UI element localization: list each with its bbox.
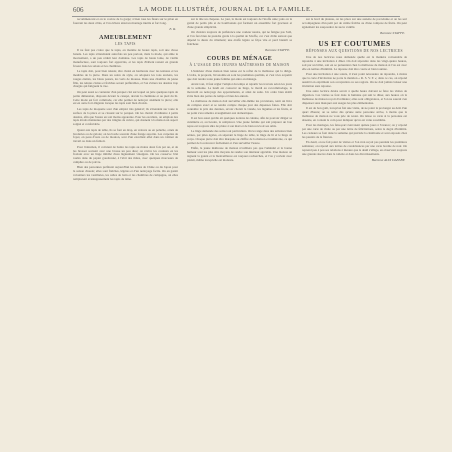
signature: Baronne ALIX DANSBY. xyxy=(371,157,405,162)
section-subheading: RÉPONSES AUX QUESTIONS DE NOS LECTRICES xyxy=(306,49,403,54)
paragraph: Il est de bon goût, lorsqu'on fait une visite, de ne point la prolonger au delà d'un quart d'heure; on se retire dès qu'une autre personne arrive, à moins que la maîtresse de maison ne vous prie de rester. On laisse sa carte si la personne est absente, en cornant le coin pour indiquer qu'on est venu soi-même. xyxy=(302,106,407,122)
paragraph: Bien des personnes préfèrent aujourd'hui les nattes de Chine ou du Japon pour la saison chaude; elles sont fraîches, légères et d'un nettoyage facile. On en garnit volontiers les vestibules, les salles de bain et les chambres de campagne, où elles remplacent avantageusement les tapis de laine. xyxy=(73,165,178,181)
paragraph: Quant aux tapis de table, ils se font en drap, en velours ou en peluche, ornés de broderies ou de galons; on les borde souvent d'une frange assortie. Les carpettes de foyer, en peau d'ours ou de mouton, sont d'un excellent effet dans un cabinet de travail ou dans un fumoir. xyxy=(73,127,178,144)
running-title: LA MODE ILLUSTRÉE, JOURNAL DE LA FAMILLE. xyxy=(139,6,313,13)
column-middle xyxy=(187,18,292,164)
paragraph: Enfin, la jeune maîtresse de maison n'oubliera pas que l'aménité et la bonne humeur sont les plus sûrs moyens de rendre son intérieur agréable. Une maison où règnent la gaieté et la bienveillance est toujours recherchée, et l'on y revient avec plaisir, même lorsqu'elle est modeste. xyxy=(187,146,292,162)
signature: E. R. xyxy=(169,27,176,32)
paragraph: Une autre lectrice désire savoir à quelle heure doivent se faire les visites de digestion. Ces visites se font dans la huitaine qui suit le dîner, aux heures où la maîtresse de maison reçoit d'ordinaire; elles sont obligatoires, et l'on ne saurait s'en dispenser sans manquer aux usages les plus élémentaires. xyxy=(302,89,407,105)
paragraph: sur le bord du plateau, on les place sur une assiette de porcelaine et on les sert accompagnées d'un petit pot de crème fraîche ou d'une compote de fruits. On peut également les saupoudrer de sucre vanillé. xyxy=(302,17,407,29)
paragraph: Avant tout, il faut régler l'emploi du temps et répartir les travaux selon les jours de la semaine. Le lundi est consacré au linge, le mardi au raccommodage, le mercredi au nettoyage des appartements, et ainsi de suite. Un ordre bien établi évite bien des pertes de temps et bien des ennuis. xyxy=(187,82,292,98)
paragraph: La maîtresse de maison doit surveiller elle-même les provisions, tenir un livre de comptes exact et se rendre compte chaque jour des dépenses faites. Elle doit connaître le prix des denrées, savoir choisir la viande, les légumes et les fruits, et ne point s'en remettre aveuglément aux domestiques. xyxy=(187,99,292,115)
paragraph: Il ne faut pas croire que le tapis, en matière de beaux tapis, soit une chose banale. Les tapis s'étendaient autrefois un peu partout, mais la mode, qui aime le mouvement, a un peu réduit leur domaine. Les tapis de haute laine, de vieille manufacture, sont toujours fort appréciés, et les tapis d'Orient restent en grande faveur dans les salons et les chambres. xyxy=(73,48,178,68)
section-heading-ameublement: AMEUBLEMENT xyxy=(99,35,152,42)
paragraph: Une de nos lectrices nous demande quelle est la manière convenable de répondre à une invitation à dîner. On doit répondre dans les vingt-quatre heures, soit par un billet, soit en se présentant chez la maîtresse de maison si l'on est avec elle en termes d'intimité. La réponse doit être courte et bien tournée. xyxy=(302,55,407,71)
paragraph: On choisira toujours de préférence une couleur neutre, qui ne fatigue pas l'œil, et l'on fera bien de prendre garde à la qualité de l'étoffe, car c'est d'elle surtout que dépend la durée du vêtement; une étoffe légère se fripe vite et perd bientôt sa fraîcheur. xyxy=(187,30,292,46)
signature: Baronne STAFFE. xyxy=(265,48,290,53)
paragraph: Pour l'entretien, il convient de battre les tapis au moins deux fois par an, et de les brosser souvent avec une brosse un peu dure; on ravive les couleurs en les frottant avec un linge imbibé d'eau légèrement vinaigrée. On les conserve l'été roulés dans du papier goudronné, à l'abri des mites, avec quelques morceaux de camphre ou de poivre. xyxy=(73,144,178,165)
signature: Baronne STAFFE. xyxy=(380,31,405,36)
section-heading-cours-de-menage: COURS DE MÉNAGE xyxy=(206,56,273,63)
column-left xyxy=(73,18,178,183)
paragraph: recommencent et on le couvre de la gorge; à bien tous les fleurs sur le pilon en fourrant les deux côtés, et l'on évitera ainsi un montage inutile et fort long. xyxy=(73,17,178,25)
paragraph: Le tapis doit, pour bien réussir, être choisi en harmonie avec les tentures et les meubles de la pièce. Dans un salon de style, on adoptera les tons anciens, les rouges éteints, les bleus passés, les verts de mousse. Dans une chambre de jeune fille, les teintes claires et fraîches seront préférables, et l'on évitera les dessins trop chargés qui fatiguent la vue. xyxy=(73,69,178,89)
section-heading-us-et-coutumes: US ET COUTUMES xyxy=(318,39,391,49)
page-number: 606 xyxy=(73,6,84,14)
paragraph: Le linge demande des soins tout particuliers. On le range dans des armoires bien aérées, par piles égales, en séparant le linge de table, le linge de lit et le linge de corps. Chaque pièce doit être marquée au chiffre de la maison et numérotée, ce qui permet de la retrouver facilement et d'en surveiller l'usure. xyxy=(187,129,292,145)
paragraph: Pour les mariages, les faire-part s'envoient quinze jours à l'avance; on y répond par une carte de visite ou par une lettre de félicitations, selon le degré d'intimité. Les cadeaux se font dans la semaine qui précède la cérémonie et sont exposés chez les parents de la fiancée. xyxy=(302,123,407,139)
paragraph: sur la tête un chapeau. Le jour, la mode est toujours de l'étoffe unie; puis on la garnit de petits plis et de bouillonnés qui forment un ensemble fort gracieux et d'une grande simplicité. xyxy=(187,17,292,29)
section-subheading: À L'USAGE DES JEUNES MAÎTRESSES DE MAISON xyxy=(189,63,290,68)
paragraph: Pour une invitation à une soirée, il n'est point nécessaire de répondre, à moins que la carte d'invitation ne porte la mention « R. S. V. P. »; dans ce cas, on répond aussitôt en exprimant son acceptation ou ses regrets. On ne doit jamais laisser une invitation sans réponse. xyxy=(302,72,407,88)
paragraph: Il est bon aussi qu'elle ait quelques notions de cuisine, afin de pouvoir diriger sa cuisinière et, au besoin, la remplacer. Une jeune femme qui sait préparer un bon repas est toujours sûre de plaire à son mari et de bien recevoir ses amis. xyxy=(187,116,292,128)
paragraph: On peut aussi se contenter d'un parquet ciré sur lequel on jette quelques tapis de petite dimension, disposés devant le canapé, devant la cheminée et au pied du lit. Cette mode est fort commode, car elle permet de nettoyer aisément la pièce; elle est en outre fort élégante lorsque les tapis sont bien choisis. xyxy=(73,89,178,106)
section-subheading: LES TAPIS xyxy=(115,42,136,47)
paragraph: En deuil, on ne fait point de visites et l'on n'en reçoit pas pendant les premières semaines; on répond aux lettres de condoléances par une carte bordée de noir. On reprend peu à peu ses relations à mesure que le deuil s'allège, en observant toujours une grande réserve dans la toilette et dans les divertissements. xyxy=(302,139,407,156)
paragraph: L'intérieur d'une maison bien tenue est le reflet de la maîtresse qui la dirige. L'ordre, la propreté, l'économie en sont les premières qualités, et c'est à les acquérir que doit tendre toute jeune femme qui entre en ménage. xyxy=(187,69,292,81)
paragraph: Les tapis de moquette sont d'un emploi très général; ils s'étendent sur toute la surface de la pièce et se clouent sur le parquet. On les choisit d'ordinaire à petits dessins, afin que l'usure en soit moins apparente. Pour les escaliers, on emploie des tapis étroits maintenus par des tringles de cuivre, qui donnent à la maison un aspect soigné et confortable. xyxy=(73,106,178,127)
column-right xyxy=(302,18,407,166)
